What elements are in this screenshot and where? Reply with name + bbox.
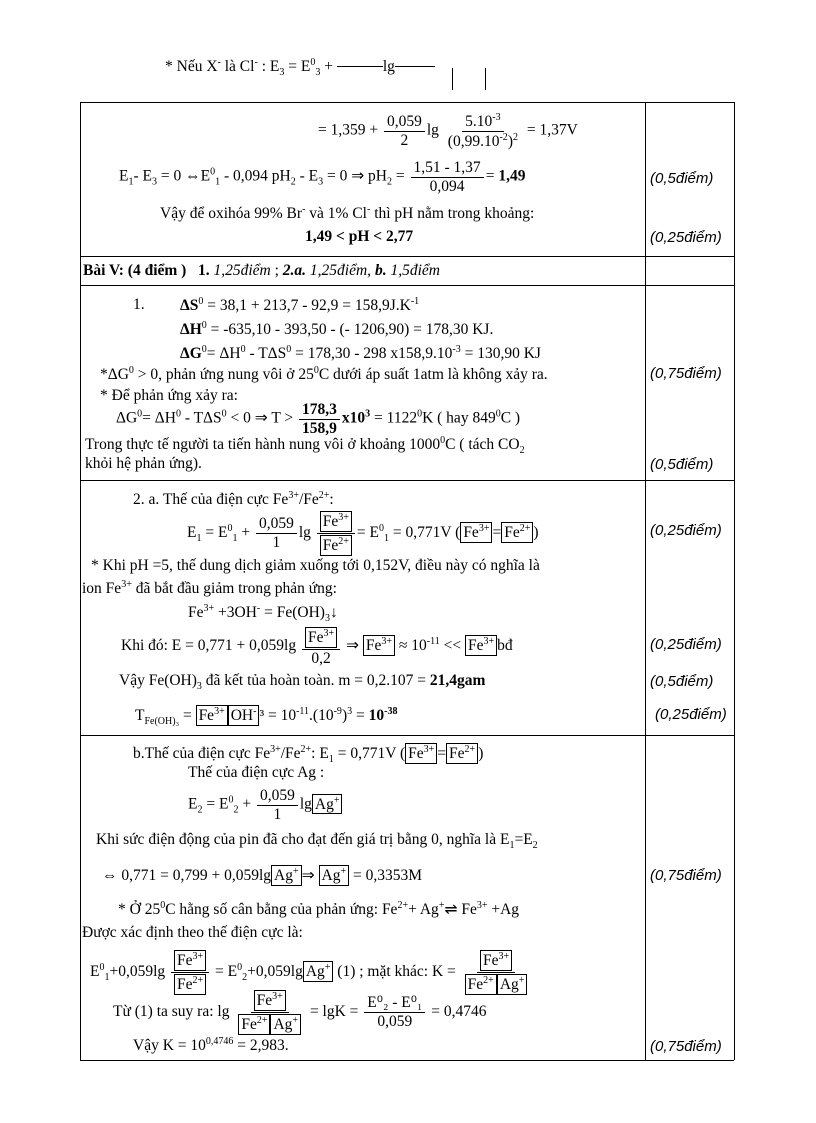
r4-line3: * Khi pH =5, thế dung dịch giảm xuống tới 0,152V, điều này có nghĩa là: [91, 557, 540, 574]
r5-line1: b.Thế của điện cực $Fe^{3+}/Fe^{2+}$: $E_1 = 0,771V$ ( $Fe^{3+} = Fe^{2+}$ ): [133, 744, 484, 765]
r4-line2: $E_1 = E^0_1$ + $\frac{0,059}{1}$ lg $\frac{Fe^{3+}}{Fe^{2+}}$ = $E^0_1 = 0,771V$ ( $Fe^{3+} = Fe^{2+}$ ): [187, 512, 539, 554]
r5-line5: ⇔ 0,771 = 0,799 + 0,059lg Ag+ ⇒ Ag+ = 0,3353M: [102, 866, 423, 884]
score: (0,25điểm): [655, 706, 727, 723]
r3-line8: khỏi hệ phản ứng).: [85, 455, 202, 472]
r5-line9: Từ (1) ta suy ra: lg $\frac{Fe^{3+}}{Fe^{2+} Ag^+}$ = lgK = $\frac{\text{E⁰₂ - E⁰₁}}{0,059}$ = 0,4746: [113, 991, 487, 1033]
r3-line1: $\Delta S^0 = 38,1 + 213,7 - 92,9 = 158,9J.K^{-1}$: [180, 296, 420, 314]
score: (0,75điểm): [650, 867, 722, 884]
r3-line7: Trong thực tế người ta tiến hành nung vôi ở khoảng 1000$^0$C ( tách $CO_2$: [85, 435, 525, 456]
score: (0,25điểm): [650, 636, 722, 653]
score: (0,25điểm): [650, 522, 722, 539]
r1-line2: $E_1-$ $E_3 = 0$ $\Leftrightarrow E^0_1 - 0,094$ $pH_2 - E_3 = 0$ ⇒ $pH_2$ = $\frac{1,51 - 1,37}{0,094}$ = 1,49: [119, 159, 526, 195]
r3-num: 1.: [133, 296, 145, 313]
r4-line1: 2. a. Thế của điện cực $Fe^{3+}/Fe^{2+}$:: [133, 490, 334, 508]
r4-line5: $Fe^{3+} +3OH^-$ = $Fe(OH)_3↓$: [188, 603, 338, 624]
score: (0,5điểm): [650, 673, 714, 690]
score: (0,5điểm): [650, 456, 714, 473]
empty-bracket: [452, 68, 486, 90]
r3-line2: $\Delta H^0 = -635,10 - 393,50$ - (- 1206,90) = 178,30 KJ.: [180, 320, 494, 338]
score: (0,75điểm): [650, 365, 722, 382]
score: (0,5điểm): [650, 170, 714, 187]
r5-line3: $E_2 = E^0_2$ + $\frac{0,059}{1}$ lg Ag+: [188, 788, 342, 822]
fraction-bar: [395, 66, 435, 67]
top-formula-line: * Nếu X- là Cl- : $E_3 = E^0_3 + \lg$: [165, 58, 435, 78]
r3-line3: $\Delta G^0= \Delta H^0 - T\Delta S^0 = 178,30 - 298$ $x158,9.10^{-3} = 130,90$ KJ: [180, 344, 541, 362]
r1-line1: = 1,359 + $\frac{0,059}{2}$ lg $\frac{5.10^{-3}}{(0,99.10^{-2})^2}$ = 1,37V: [318, 112, 578, 150]
r3-line6: $\Delta G^0= \Delta H^0 - T\Delta S^0 < 0$ ⇒ T > $\frac{178,3}{158,9}$ $x10^3 = 1122^0K$ ( hay $849^0C$ ): [116, 401, 521, 437]
r5-line10: Vậy $K = 10^{0,4746} = 2,983$.: [133, 1036, 289, 1054]
equilibrium-arrow-icon: ⇌: [444, 901, 458, 918]
r4-line8: $T_{Fe(OH)_3} = Fe^{3+}$ OH- $^3 = 10^{-11}.(10^{-9})^3 = 10^{-38}$: [135, 706, 398, 727]
r5-line4: Khi sức điện động của pin đã cho đạt đến giá trị bằng 0, nghĩa là $E_1=E_2$: [96, 831, 538, 851]
r4-line4: ion $Fe^{3+}$ đã bắt đầu giảm trong phản ứng:: [82, 579, 337, 597]
r5-line2: Thế của điện cực Ag :: [188, 764, 325, 781]
r1-line4: 1,49 < pH < 2,77: [305, 228, 414, 245]
r4-line6: Khi đó: E = 0,771 + 0,059lg $\frac{Fe^{3+}}{0,2}$ ⇒ $Fe^{3+} \approx 10^{-11} << Fe^{3+}$ bđ: [121, 628, 513, 667]
fraction-bar: [337, 66, 383, 67]
r5-line8: $E^0_1+0,059\lg$ $\frac{Fe^{3+}}{Fe^{2+}}$ = $E^0_2+0,059\lg$ Ag+ (1) ; mặt khác: K = $\frac{Fe^{3+}}{Fe^{2+} Ag^+}$: [90, 950, 532, 995]
score: (0,75điểm): [650, 1038, 722, 1055]
r3-line4: $*\Delta G^0 > 0$, phản ứng nung vôi ở $25^0C$ dưới áp suất 1atm là không xảy ra.: [100, 365, 548, 383]
r3-line5: * Để phản ứng xảy ra:: [100, 387, 238, 404]
r5-line6: * Ở $25^0C$ hằng số cân bằng của phản ứng: $Fe^{2+}+$ Ag+⇌ $Fe^{3+} +Ag$: [118, 900, 520, 918]
r4-line7: Vậy $Fe(OH)_3$ đã kết tủa hoàn toàn. m = 0,2.107 = 21,4gam: [119, 672, 486, 692]
r1-line3: Vậy để oxihóa 99% Br- và 1% Cl- thì pH nằm trong khoảng:: [160, 204, 535, 222]
section-title: Bài V: (4 điểm ) 1. 1,25điểm ; 2.a. 1,25điểm, b. 1,5điểm: [83, 262, 440, 279]
score: (0,25điểm): [650, 229, 722, 246]
r5-line7: Được xác định theo thế điện cực là:: [82, 924, 303, 941]
